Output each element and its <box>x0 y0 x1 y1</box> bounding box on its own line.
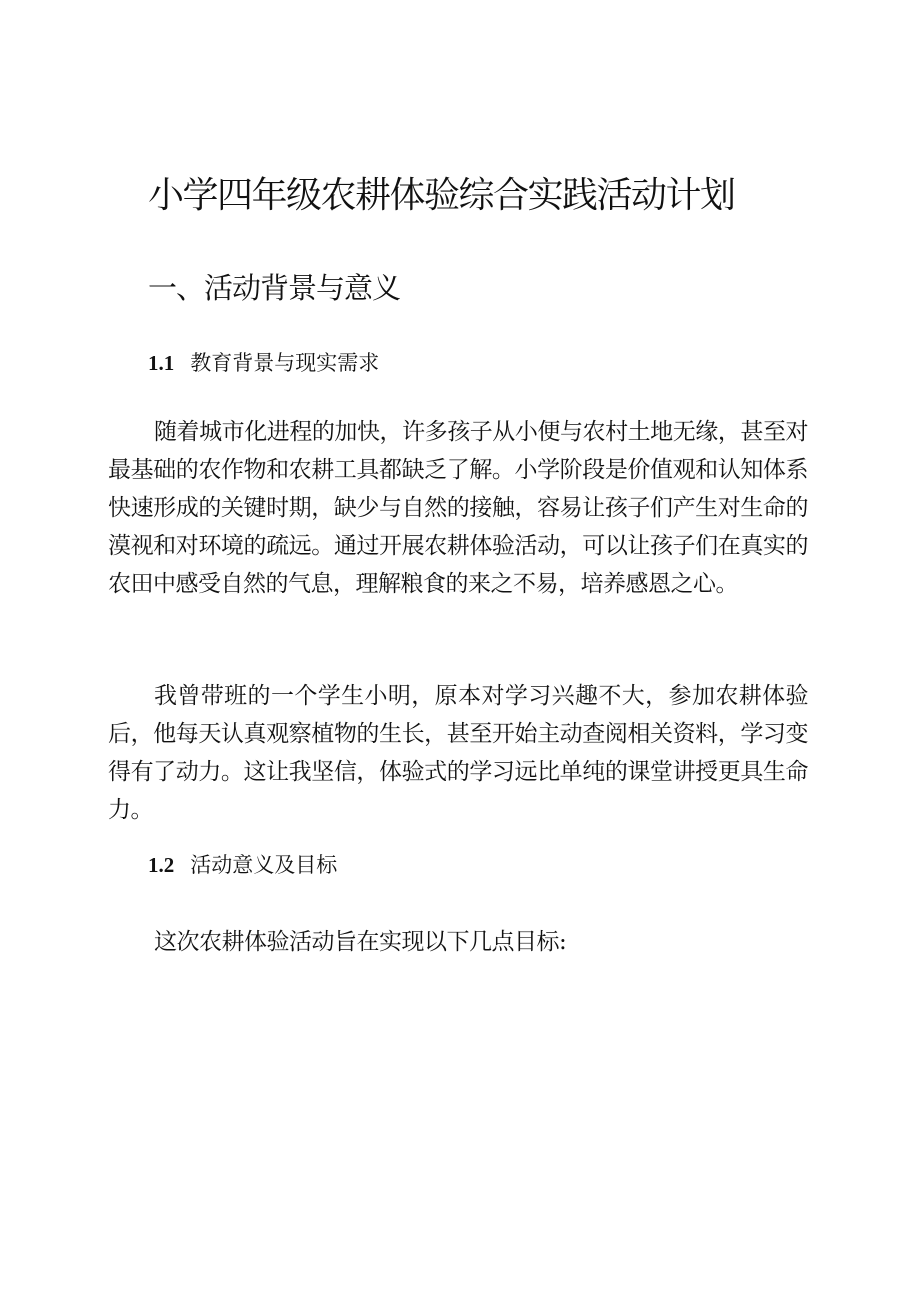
subsection-number: 1.2 <box>148 853 175 877</box>
subsection-title: 活动意义及目标 <box>190 853 338 877</box>
subsection-heading-1-2 <box>148 848 337 882</box>
paragraph-student-story: 我曾带班的一个学生小明，原本对学习兴趣不大，参加农耕体验后，他每天认真观察植物的生长，甚至开始主动查阅相关资料，学习变得有了动力。这让我坚信，体验式的学习远比单纯的课堂讲授更具生命力。 <box>108 683 808 823</box>
subsection-heading-1-1 <box>148 346 379 380</box>
section-heading-background: 一、活动背景与意义 <box>148 271 401 305</box>
document-title: 小学四年级农耕体验综合实践活动计划 <box>148 175 735 216</box>
subsection-title: 教育背景与现实需求 <box>190 351 380 375</box>
paragraph-education-background: 随着城市化进程的加快，许多孩子从小便与农村土地无缘，甚至对最基础的农作物和农耕工具都缺乏了解。小学阶段是价值观和认知体系快速形成的关键时期，缺少与自然的接触，容易让孩子们产生对生命的漠视和对环境的疏远。通过开展农耕体验活动，可以让孩子们在真实的农田中感受自然的气息，理解粮食的来之不易，培养感恩之心。 <box>108 419 808 597</box>
subsection-number: 1.1 <box>148 351 175 375</box>
paragraph-goals-intro: 这次农耕体验活动旨在实现以下几点目标: <box>154 929 567 955</box>
